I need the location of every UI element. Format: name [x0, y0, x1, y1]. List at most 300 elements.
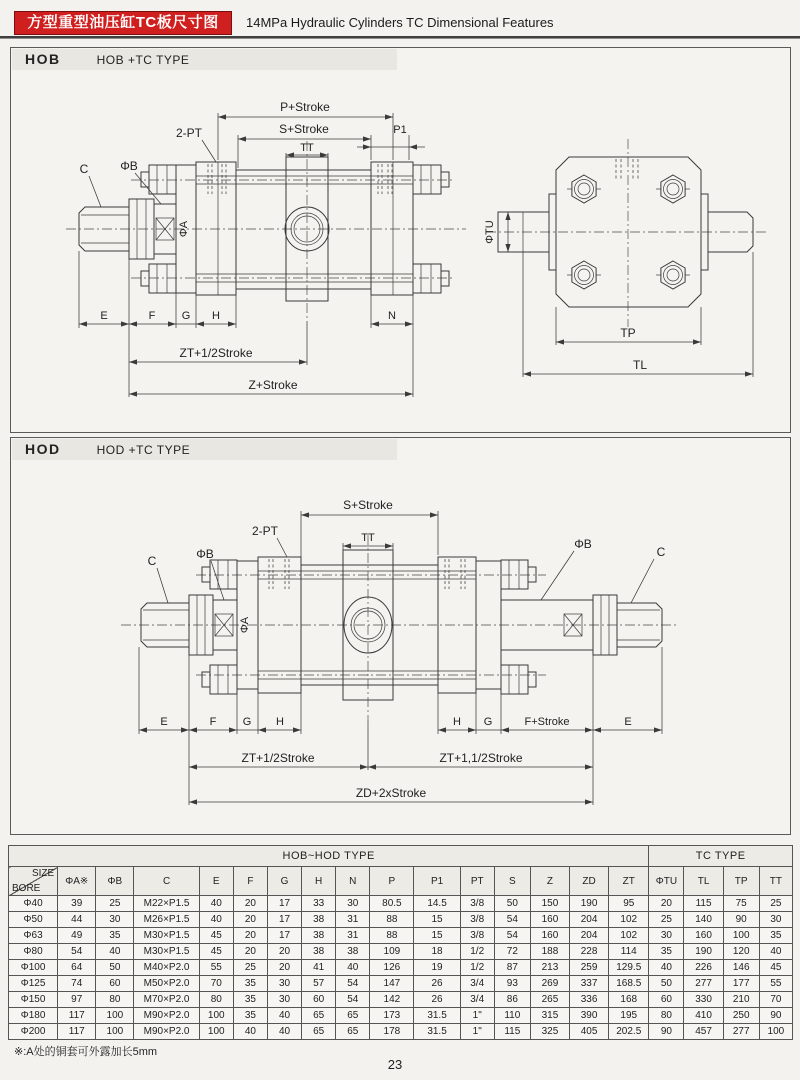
column-header-18: TT [759, 867, 792, 896]
table-cell: 410 [684, 1008, 723, 1024]
section-code-hod: HOD [25, 441, 61, 457]
table-cell: 38 [302, 944, 336, 960]
column-header-7: N [336, 867, 370, 896]
table-cell: 40 [267, 1024, 301, 1040]
table-cell: 40 [649, 960, 684, 976]
table-cell: 38 [302, 928, 336, 944]
table-cell: 39 [58, 896, 96, 912]
column-header-5: G [267, 867, 301, 896]
table-cell: 54 [58, 944, 96, 960]
table-cell: 177 [723, 976, 759, 992]
trunnion-block [343, 535, 393, 721]
c-label: C [147, 554, 157, 568]
table-cell: 457 [684, 1024, 723, 1040]
table-cell: 90 [649, 1024, 684, 1040]
table-cell: 173 [370, 1008, 414, 1024]
label-c-right [631, 545, 666, 603]
table-cell: 35 [233, 1008, 267, 1024]
table-cell: 45 [199, 928, 233, 944]
table-cell: 55 [759, 976, 792, 992]
tie-rod-nut-bottom-right [413, 264, 449, 293]
table-cell: 87 [494, 960, 530, 976]
table-cell: 160 [530, 912, 569, 928]
table-cell: 20 [233, 928, 267, 944]
table-cell: 31 [336, 912, 370, 928]
table-cell: 147 [370, 976, 414, 992]
table-cell: 54 [336, 976, 370, 992]
table-cell: 325 [530, 1024, 569, 1040]
table-cell: 75 [723, 896, 759, 912]
phi-b-label: ΦB [120, 159, 138, 173]
table-cell: 114 [609, 944, 649, 960]
dimension-zt-half-stroke [129, 321, 307, 365]
table-cell: 204 [570, 928, 609, 944]
table-cell: 202.5 [609, 1024, 649, 1040]
row-bore-label: Φ50 [9, 912, 58, 928]
section-code-hob: HOB [25, 51, 61, 67]
table-cell: 31.5 [414, 1024, 460, 1040]
dimension-s-stroke [301, 498, 438, 563]
table-cell: 50 [649, 976, 684, 992]
table-cell: 64 [58, 960, 96, 976]
table-cell: 213 [530, 960, 569, 976]
table-cell: 178 [370, 1024, 414, 1040]
table-cell: 41 [302, 960, 336, 976]
table-cell: 265 [530, 992, 569, 1008]
table-cell: 35 [649, 944, 684, 960]
table-cell: 25 [649, 912, 684, 928]
row-bore-label: Φ180 [9, 1008, 58, 1024]
table-cell: 115 [684, 896, 723, 912]
column-header-6: H [302, 867, 336, 896]
zt-1half-label: ZT+1,1/2Stroke [439, 751, 523, 765]
f-stroke-label: F+Stroke [524, 716, 570, 728]
h-label: H [276, 716, 284, 728]
dimension-zd-2x-stroke [189, 786, 593, 802]
table-cell: 25 [233, 960, 267, 976]
front-head [196, 162, 236, 295]
section-subtitle-hod: HOD +TC TYPE [96, 443, 191, 457]
table-cell: 168.5 [609, 976, 649, 992]
table-cell: 40 [199, 912, 233, 928]
corner-bolt [656, 261, 690, 289]
tie-rod-nut-top-left [202, 560, 237, 589]
label-2pt [176, 126, 216, 162]
rear-head [371, 162, 413, 295]
table-cell: 54 [336, 992, 370, 1008]
table-cell: 31.5 [414, 1008, 460, 1024]
table-cell: 228 [570, 944, 609, 960]
table-cell: 72 [494, 944, 530, 960]
table-cell: 115 [494, 1024, 530, 1040]
table-cell: 25 [96, 896, 134, 912]
table-cell: 120 [723, 944, 759, 960]
table-cell: 17 [267, 928, 301, 944]
table-cell: 100 [759, 1024, 792, 1040]
table-corner-cell [9, 867, 58, 896]
table-cell: 97 [58, 992, 96, 1008]
column-header-15: ΦTU [649, 867, 684, 896]
column-header-4: F [233, 867, 267, 896]
table-cell: 90 [759, 1008, 792, 1024]
e-label: E [100, 310, 108, 322]
column-header-11: S [494, 867, 530, 896]
table-cell: 190 [684, 944, 723, 960]
table-cell: 57 [302, 976, 336, 992]
f-label: F [148, 310, 156, 322]
column-header-9: P1 [414, 867, 460, 896]
table-cell: 15 [414, 928, 460, 944]
table-cell: 20 [233, 896, 267, 912]
table-cell: 195 [609, 1008, 649, 1024]
dimension-zt-one-half-stroke [368, 751, 593, 767]
table-cell: 1/2 [460, 960, 494, 976]
table-cell: 93 [494, 976, 530, 992]
table-cell: 150 [530, 896, 569, 912]
table-cell: 33 [302, 896, 336, 912]
table-group-header-tc: TC TYPE [649, 846, 793, 867]
f-label: F [209, 716, 217, 728]
table-cell: 86 [494, 992, 530, 1008]
table-cell: 35 [233, 976, 267, 992]
table-cell: 31 [336, 928, 370, 944]
table-cell: 30 [96, 912, 134, 928]
column-header-2: C [134, 867, 199, 896]
zt-half-label: ZT+1/2Stroke [179, 346, 253, 360]
dimension-zt-half-stroke [189, 721, 368, 770]
table-cell: 3/4 [460, 976, 494, 992]
table-cell: 277 [684, 976, 723, 992]
table-cell: 40 [336, 960, 370, 976]
table-cell: 30 [267, 992, 301, 1008]
table-cell: 126 [370, 960, 414, 976]
corner-bolt [656, 175, 690, 203]
table-cell: 55 [199, 960, 233, 976]
table-cell: 20 [233, 944, 267, 960]
table-cell: 20 [267, 944, 301, 960]
table-cell: 102 [609, 912, 649, 928]
table-cell: M40×P2.0 [134, 960, 199, 976]
table-row [9, 1024, 793, 1040]
tie-rod-nut-top-right [501, 560, 536, 589]
table-cell: 40 [96, 944, 134, 960]
table-cell: 17 [267, 896, 301, 912]
c-label: C [79, 162, 89, 176]
row-bore-label: Φ40 [9, 896, 58, 912]
table-cell: 54 [494, 912, 530, 928]
column-header-8: P [370, 867, 414, 896]
dimension-tl [523, 252, 753, 377]
table-cell: 117 [58, 1008, 96, 1024]
table-cell: 109 [370, 944, 414, 960]
table-cell: 88 [370, 928, 414, 944]
c-label: C [656, 545, 666, 559]
trunnion-block [285, 141, 329, 321]
table-cell: 100 [96, 1024, 134, 1040]
g-label: G [181, 310, 191, 322]
section-hod-label-strip [12, 439, 397, 460]
row-bore-label: Φ63 [9, 928, 58, 944]
table-cell: 210 [723, 992, 759, 1008]
hob-technical-drawing [11, 69, 790, 432]
table-cell: 204 [570, 912, 609, 928]
table-cell: 3/8 [460, 912, 494, 928]
corner-bolt [567, 175, 601, 203]
table-cell: 38 [336, 944, 370, 960]
row-bore-label: Φ200 [9, 1024, 58, 1040]
table-row [9, 960, 793, 976]
table-cell: 49 [58, 928, 96, 944]
tl-label: TL [632, 358, 648, 372]
table-group-header-hob-hod: HOB~HOD TYPE [9, 846, 649, 867]
table-cell: 102 [609, 928, 649, 944]
column-header-10: PT [460, 867, 494, 896]
table-cell: 40 [759, 944, 792, 960]
row-bore-label: Φ80 [9, 944, 58, 960]
g-label: G [242, 716, 252, 728]
table-cell: 44 [58, 912, 96, 928]
hob-tc-plate-end-view [484, 139, 766, 377]
table-cell: 336 [570, 992, 609, 1008]
column-header-12: Z [530, 867, 569, 896]
table-cell: 226 [684, 960, 723, 976]
table-cell: 65 [336, 1008, 370, 1024]
table-cell: 45 [199, 944, 233, 960]
p1-label: P1 [393, 124, 407, 136]
table-cell: 40 [233, 1024, 267, 1040]
table-cell: 110 [494, 1008, 530, 1024]
label-2pt [252, 524, 287, 557]
table-cell: 60 [96, 976, 134, 992]
s-stroke-label: S+Stroke [279, 122, 329, 136]
section-hob-label-strip [12, 49, 397, 70]
table-cell: 19 [414, 960, 460, 976]
table-row [9, 992, 793, 1008]
table-cell: M90×P2.0 [134, 1024, 199, 1040]
table-cell: 3/8 [460, 896, 494, 912]
table-cell: M26×P1.5 [134, 912, 199, 928]
table-cell: 117 [58, 1024, 96, 1040]
table-cell: 390 [570, 1008, 609, 1024]
table-cell: 26 [414, 992, 460, 1008]
table-cell: 88 [370, 912, 414, 928]
table-cell: 74 [58, 976, 96, 992]
table-cell: 80 [199, 992, 233, 1008]
table-cell: 250 [723, 1008, 759, 1024]
table-cell: 30 [759, 912, 792, 928]
table-cell: 100 [199, 1008, 233, 1024]
table-cell: M30×P1.5 [134, 944, 199, 960]
table-cell: M22×P1.5 [134, 896, 199, 912]
z-stroke-label: Z+Stroke [248, 378, 298, 392]
section-subtitle-hob: HOB +TC TYPE [96, 53, 190, 67]
table-cell: 140 [684, 912, 723, 928]
table-cell: 18 [414, 944, 460, 960]
table-row [9, 912, 793, 928]
table-cell: 142 [370, 992, 414, 1008]
dimension-tt [286, 142, 328, 157]
dimension-efghn [79, 251, 413, 397]
table-cell: 1" [460, 1024, 494, 1040]
table-cell: 26 [414, 976, 460, 992]
table-cell: 168 [609, 992, 649, 1008]
table-row [9, 944, 793, 960]
table-cell: 80 [649, 1008, 684, 1024]
dimension-p1 [357, 124, 425, 160]
table-cell: 54 [494, 928, 530, 944]
table-cell: 35 [96, 928, 134, 944]
table-cell: 45 [759, 960, 792, 976]
n-label: N [388, 310, 396, 322]
table-cell: 70 [199, 976, 233, 992]
table-cell: 3/8 [460, 928, 494, 944]
table-cell: 259 [570, 960, 609, 976]
g-label: G [483, 716, 493, 728]
table-cell: 1/2 [460, 944, 494, 960]
footnote: ※:A处的铜套可外露加长5mm [14, 1046, 158, 1058]
zt-half-label: ZT+1/2Stroke [241, 751, 315, 765]
tie-rod-nut-top-right [413, 165, 449, 194]
table-cell: 3/4 [460, 992, 494, 1008]
row-bore-label: Φ125 [9, 976, 58, 992]
column-header-16: TL [684, 867, 723, 896]
table-cell: 100 [199, 1024, 233, 1040]
table-cell: 20 [649, 896, 684, 912]
table-cell: M70×P2.0 [134, 992, 199, 1008]
column-header-1: ΦB [96, 867, 134, 896]
tt-label: TT [361, 532, 375, 544]
table-cell: 40 [267, 1008, 301, 1024]
p-stroke-label: P+Stroke [280, 100, 330, 114]
hod-side-view [121, 498, 679, 805]
table-cell: 80 [96, 992, 134, 1008]
table-cell: 315 [530, 1008, 569, 1024]
tie-rod-nut-top-left [141, 165, 176, 194]
table-cell: M90×P2.0 [134, 1008, 199, 1024]
table-row [9, 976, 793, 992]
table-cell: 30 [649, 928, 684, 944]
table-cell: 129.5 [609, 960, 649, 976]
corner-bolt [567, 261, 601, 289]
table-row [9, 1008, 793, 1024]
table-cell: 146 [723, 960, 759, 976]
table-cell: 35 [759, 928, 792, 944]
page-title-chinese: 方型重型油压缸TC板尺寸图 [14, 11, 232, 35]
table-cell: 190 [570, 896, 609, 912]
row-bore-label: Φ100 [9, 960, 58, 976]
table-cell: 65 [302, 1024, 336, 1040]
section-hod [10, 437, 791, 835]
e-label: E [160, 716, 168, 728]
table-cell: 70 [759, 992, 792, 1008]
two-pt-label: 2-PT [251, 524, 279, 538]
table-cell: 38 [302, 912, 336, 928]
header-rule [0, 36, 800, 39]
table-cell: 60 [649, 992, 684, 1008]
column-header-0: ΦA※ [58, 867, 96, 896]
phi-a-label: ΦA [239, 616, 251, 634]
tp-label: TP [620, 326, 636, 340]
dimensions-table [8, 845, 793, 1040]
table-cell: 188 [530, 944, 569, 960]
column-header-17: TP [723, 867, 759, 896]
table-cell: M50×P2.0 [134, 976, 199, 992]
table-cell: 25 [759, 896, 792, 912]
table-cell: 15 [414, 912, 460, 928]
table-cell: 30 [267, 976, 301, 992]
table-cell: 30 [336, 896, 370, 912]
table-cell: 65 [336, 1024, 370, 1040]
table-cell: 20 [267, 960, 301, 976]
hob-side-view [66, 100, 466, 397]
label-phi-b-right [541, 537, 592, 600]
table-cell: 50 [494, 896, 530, 912]
table-cell: 20 [233, 912, 267, 928]
page-title-english: 14MPa Hydraulic Cylinders TC Dimensional Features [246, 15, 554, 30]
column-header-3: E [199, 867, 233, 896]
table-cell: 330 [684, 992, 723, 1008]
table-cell: 405 [570, 1024, 609, 1040]
e-label: E [624, 716, 632, 728]
table-cell: 40 [199, 896, 233, 912]
table-cell: 95 [609, 896, 649, 912]
table-cell: 269 [530, 976, 569, 992]
table-cell: 337 [570, 976, 609, 992]
table-cell: 80.5 [370, 896, 414, 912]
phi-tu-label: ΦTU [484, 220, 496, 244]
table-row [9, 928, 793, 944]
table-cell: 160 [684, 928, 723, 944]
two-pt-label: 2-PT [175, 126, 203, 140]
dimension-tt [343, 532, 393, 550]
label-c-left [148, 554, 168, 603]
table-cell: 100 [723, 928, 759, 944]
tie-rod-nut-bottom-left [141, 264, 176, 293]
phi-a-label: ΦA [178, 220, 190, 238]
table-cell: 17 [267, 912, 301, 928]
tt-label: TT [300, 142, 314, 154]
cylinder-tube [196, 170, 413, 289]
table-cell: 65 [302, 1008, 336, 1024]
column-header-14: ZT [609, 867, 649, 896]
h-label: H [453, 716, 461, 728]
table-cell: 35 [233, 992, 267, 1008]
table-cell: 100 [96, 1008, 134, 1024]
table-row [9, 896, 793, 912]
page-number: 23 [387, 1057, 403, 1072]
table-cell: 50 [96, 960, 134, 976]
h-label: H [212, 310, 220, 322]
table-cell: 60 [302, 992, 336, 1008]
corner-size-label: SIZE [31, 868, 55, 879]
phi-b-label: ΦB [196, 547, 214, 561]
tie-rod-nut-bottom-left [202, 665, 237, 694]
hod-technical-drawing [11, 459, 790, 834]
corner-bore-label: BORE [12, 883, 41, 894]
row-bore-label: Φ150 [9, 992, 58, 1008]
phi-b-label: ΦB [574, 537, 592, 551]
tie-rod-nut-bottom-right [501, 665, 536, 694]
table-cell: 1" [460, 1008, 494, 1024]
table-body [9, 896, 793, 1040]
zd-2x-label: ZD+2xStroke [355, 786, 427, 800]
table-cell: 277 [723, 1024, 759, 1040]
section-hob [10, 47, 791, 433]
table-cell: 160 [530, 928, 569, 944]
dimension-tp [556, 307, 701, 345]
column-header-13: ZD [570, 867, 609, 896]
s-stroke-label: S+Stroke [343, 498, 393, 512]
